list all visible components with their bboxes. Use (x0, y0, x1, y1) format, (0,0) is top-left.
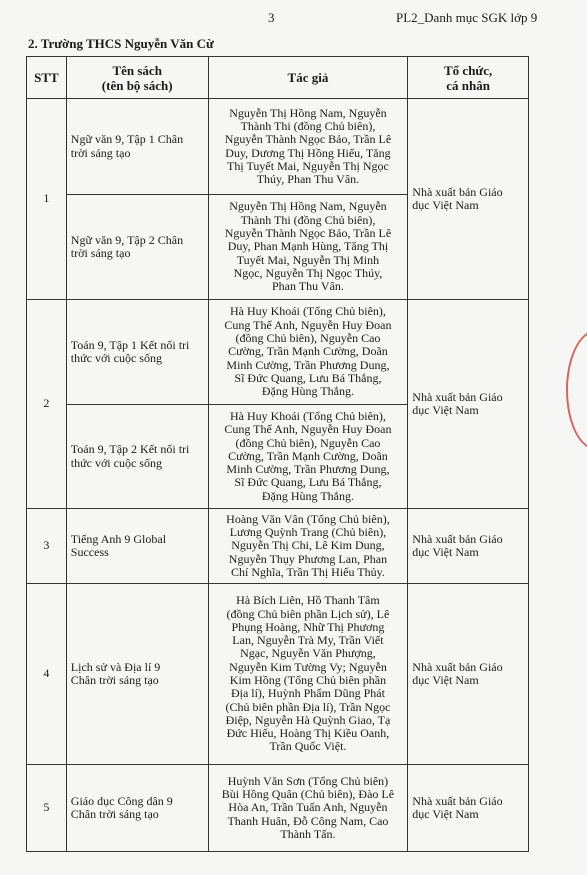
author-line: (Chủ biên phần Địa lí), Trần Ngọc (225, 699, 391, 714)
author-line: (đồng Chủ biên), Nguyễn Cao (235, 435, 381, 450)
cell-organization (408, 99, 529, 300)
organization-line: Nhà xuất bản Giáo (412, 184, 503, 199)
author-line: Đặng Hùng Thắng. (261, 488, 354, 503)
author-line: Phan Thu Vân. (272, 279, 344, 294)
cell-book-name (66, 99, 208, 195)
author-line: Huỳnh Văn Sơn (Tổng Chủ biên) (227, 773, 389, 788)
author-line: Điệp, Nguyễn Hà Quỳnh Giao, Tạ (225, 712, 391, 727)
author-line: Cường, Trần Mạnh Cường, Doãn (228, 344, 388, 359)
book-name-line: trời sáng tạo (70, 246, 131, 260)
book-name-line: Chân trời sáng tạo (70, 807, 159, 821)
author-line: Hà Huy Khoái (Tổng Chủ biên), (229, 304, 386, 319)
author-line: Địa lí), Huỳnh Phẩm Dũng Phát (230, 686, 385, 701)
author-line: Duy, Dương Thị Hồng Hiếu, Tăng (225, 145, 391, 160)
cell-organization (408, 509, 529, 584)
author-line: Ngọc, Nguyễn Thị Ngọc Thúy, (233, 265, 383, 280)
author-line: Tuyết Mai, Nguyễn Thị Minh (236, 252, 380, 267)
section-title: 2. Trường THCS Nguyễn Văn Cừ (28, 36, 214, 51)
header-organization (408, 57, 529, 99)
book-name-line: Toán 9, Tập 1 Kết nối tri (70, 337, 190, 352)
author-line: Trần Quốc Việt. (269, 739, 347, 754)
cell-stt: 4 (27, 584, 67, 765)
organization-line: dục Việt Nam (412, 807, 479, 821)
author-line: Bùi Hồng Quân (Chủ biên), Đào Lê (221, 787, 395, 802)
cell-author (208, 584, 408, 765)
cell-book-name (66, 195, 208, 300)
author-line: Thành Thi (đồng Chủ biên), (240, 118, 376, 133)
author-line: Nguyễn Thành Ngọc Bảo, Trần Lê (224, 226, 392, 241)
author-line: Hà Huy Khoái (Tổng Chủ biên), (229, 408, 386, 423)
cell-author (208, 405, 408, 509)
author-line: Nguyễn Thị Chi, Lê Kim Dung, (231, 538, 385, 553)
author-line: Duy, Phan Mạnh Hùng, Tăng Thị (227, 239, 389, 254)
header-author: Tác giả (208, 57, 408, 99)
table-row (27, 509, 529, 584)
author-line: Kim Hồng (Tổng Chủ biên phần (229, 673, 387, 687)
cell-author (208, 99, 408, 195)
author-line: (đồng Chủ biên), Nguyễn Cao (235, 331, 381, 346)
document-code: PL2_Danh mục SGK lớp 9 (396, 10, 538, 25)
book-name-line: Toán 9, Tập 2 Kết nối tri (70, 442, 190, 457)
author-line: Nguyễn Kim Tường Vy; Nguyễn (229, 659, 387, 674)
author-line: Nguyễn Thụy Phương Lan, Phan (228, 551, 388, 566)
book-name-line: Success (70, 545, 109, 559)
author-line: Nguyễn Thành Ngọc Bảo, Trần Lê (224, 132, 392, 147)
header-book-line: Tên sách (112, 62, 162, 78)
author-line: Lương Quỳnh Trang (Chủ biên), (229, 525, 387, 540)
author-line: Cung Thế Anh, Nguyễn Huy Đoan (224, 422, 392, 437)
author-line: Thành Thi (đồng Chủ biên), (240, 212, 376, 227)
table-body (27, 99, 529, 852)
header-org-line: Tổ chức, (444, 62, 493, 78)
table-header-row (27, 57, 529, 99)
author-line: Minh Cường, Trần Phương Dung, (226, 357, 390, 372)
organization-line: dục Việt Nam (412, 198, 479, 212)
author-line: Thị Tuyết Mai, Nguyễn Thị Ngọc (227, 158, 389, 173)
organization-line: dục Việt Nam (412, 545, 479, 559)
page-number: 3 (268, 10, 275, 25)
cell-stt: 1 (27, 99, 67, 300)
author-line: Hòa An, Trần Tuấn Anh, Nguyễn (228, 800, 388, 815)
table-row (27, 300, 529, 405)
cell-book-name (66, 765, 208, 852)
book-name-line: Giáo dục Công dân 9 (70, 793, 173, 808)
organization-line: dục Việt Nam (412, 403, 479, 417)
author-line: Hoàng Văn Vân (Tổng Chủ biên), (226, 511, 390, 526)
header-stt: STT (27, 57, 67, 99)
author-line: (đồng Chủ biên phần Lịch sử), Lê (226, 606, 390, 621)
cell-stt: 5 (27, 765, 67, 852)
organization-line: Nhà xuất bản Giáo (412, 531, 503, 546)
author-line: Cường, Trần Mạnh Cường, Doãn (228, 448, 388, 463)
author-line: Cung Thế Anh, Nguyễn Huy Đoan (224, 317, 392, 332)
textbook-table (26, 56, 529, 852)
table-row (27, 584, 529, 765)
header-book-line: (tên bộ sách) (101, 77, 173, 93)
cell-book-name (66, 509, 208, 584)
author-line: Đặng Hùng Thắng. (261, 384, 354, 399)
header-book-name (66, 57, 208, 99)
cell-stt: 3 (27, 509, 67, 584)
cell-stt: 2 (27, 300, 67, 509)
author-line: Ngạc, Nguyễn Văn Phượng, (240, 646, 376, 661)
author-line: Chí Nghĩa, Trần Thị Hiếu Thủy. (231, 564, 385, 579)
author-line: Nguyễn Thị Hồng Nam, Nguyễn (229, 199, 387, 214)
cell-book-name (66, 584, 208, 765)
cell-author (208, 509, 408, 584)
book-name-line: Lịch sử và Địa lí 9 (70, 659, 161, 674)
table-row (27, 99, 529, 195)
cell-author (208, 765, 408, 852)
cell-book-name (66, 405, 208, 509)
book-name-line: trời sáng tạo (70, 145, 131, 160)
book-name-line: Ngữ văn 9, Tập 1 Chân (70, 132, 184, 147)
author-line: Thúy, Phan Thu Vân. (256, 172, 360, 187)
cell-author (208, 300, 408, 405)
book-name-line: thức với cuộc sống (70, 455, 162, 470)
book-name-line: thức với cuộc sống (70, 351, 162, 365)
organization-line: Nhà xuất bản Giáo (412, 793, 503, 808)
cell-organization (408, 584, 529, 765)
author-line: Sĩ Đức Quang, Lưu Bá Thắng, (234, 370, 382, 385)
author-line: Sĩ Đức Quang, Lưu Bá Thắng, (234, 475, 382, 490)
organization-line: Nhà xuất bản Giáo (412, 389, 503, 404)
cell-book-name (66, 300, 208, 405)
author-line: Minh Cường, Trần Phương Dung, (226, 462, 390, 477)
author-line: Thành Tấn. (280, 826, 336, 841)
cell-author (208, 195, 408, 300)
book-name-line: Ngữ văn 9, Tập 2 Chân (70, 232, 184, 247)
author-line: Đức Hiếu, Hoàng Thị Kiều Oanh, (226, 726, 390, 741)
book-name-line: Tiếng Anh 9 Global (70, 531, 167, 546)
table-row (27, 765, 529, 852)
cell-organization (408, 765, 529, 852)
book-name-line: Chân trời sáng tạo (70, 673, 159, 687)
author-line: Phụng Hoàng, Nhữ Thị Phương (231, 619, 385, 634)
author-line: Lan, Nguyễn Trà My, Trần Viết (232, 633, 384, 648)
organization-line: Nhà xuất bản Giáo (412, 659, 503, 674)
cell-organization (408, 300, 529, 509)
organization-line: dục Việt Nam (412, 673, 479, 687)
header-org-line: cá nhân (446, 77, 490, 93)
author-line: Hà Bích Liên, Hồ Thanh Tâm (236, 593, 380, 608)
author-line: Nguyễn Thị Hồng Nam, Nguyễn (229, 105, 387, 120)
author-line: Thanh Huân, Đỗ Công Nam, Cao (227, 813, 389, 828)
red-stamp-seal (566, 330, 587, 450)
